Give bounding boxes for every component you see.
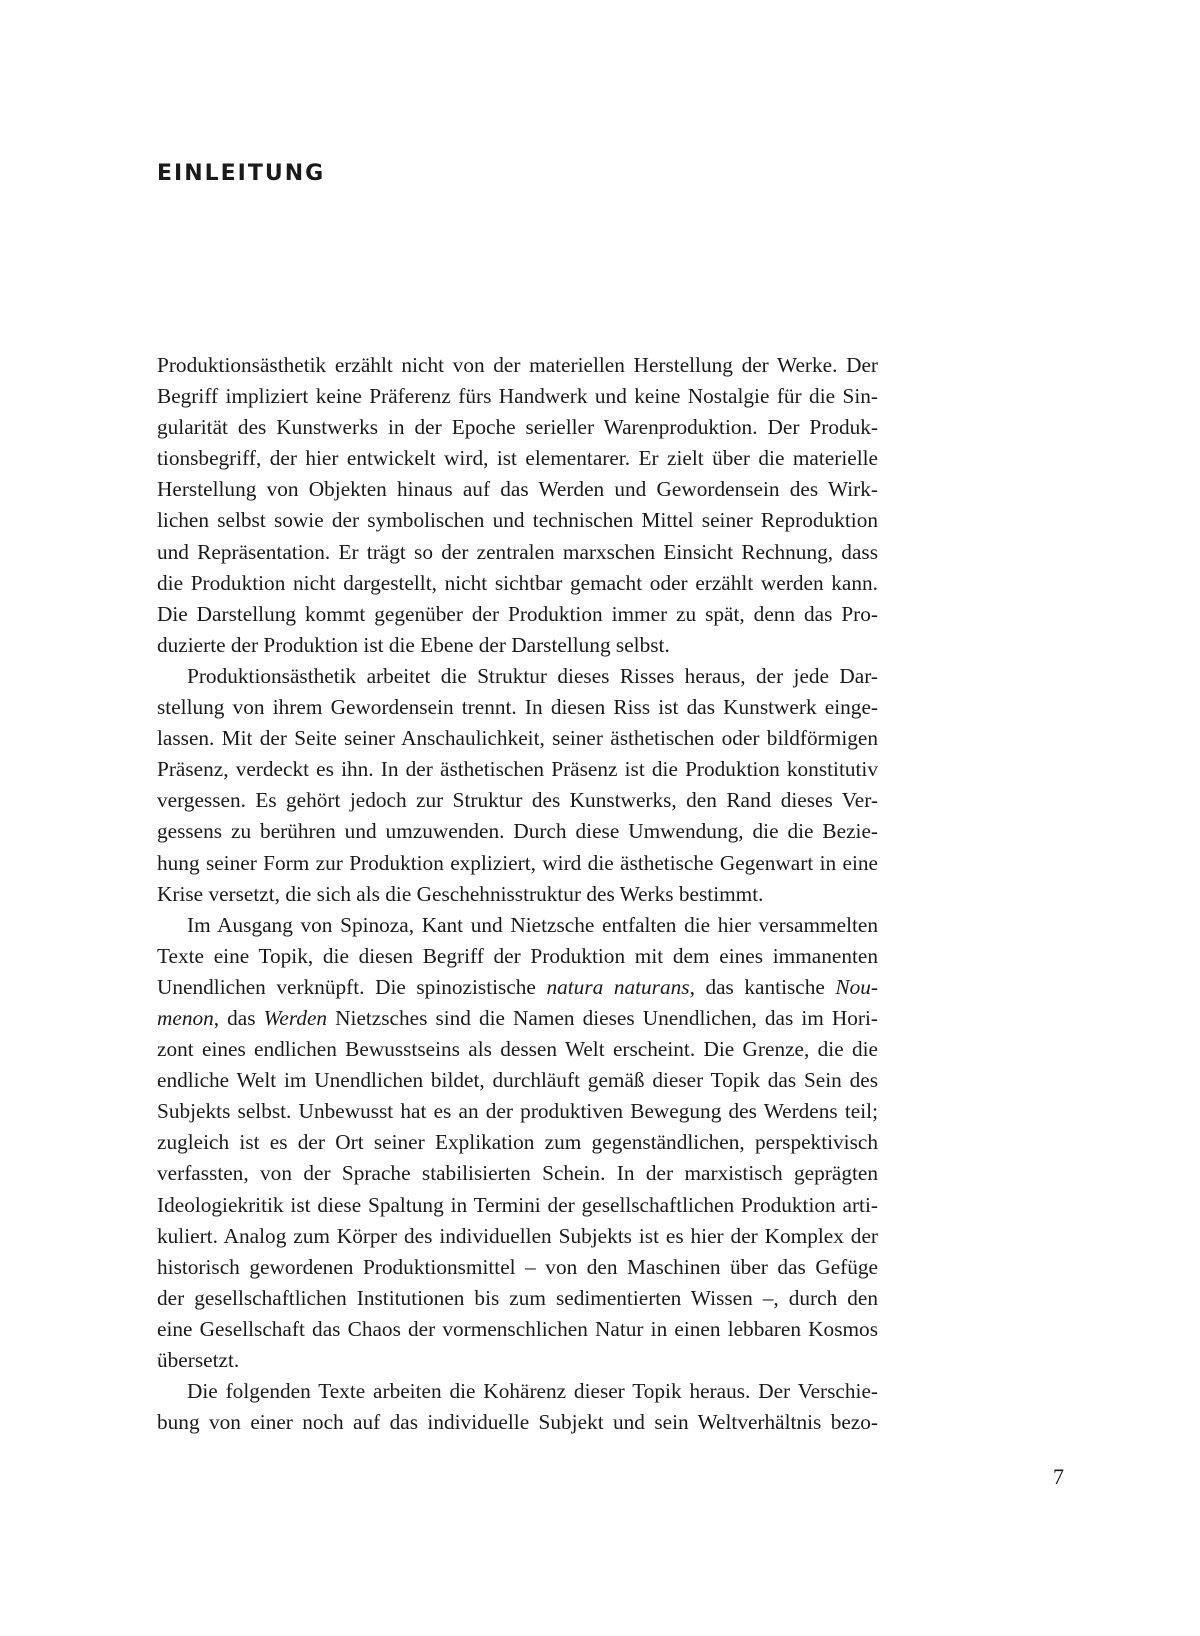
text-line: verfassten, von der Sprache stabilisierten Schein. In der marxistisch geprägten [157, 1161, 878, 1186]
text-line: Präsenz, verdeckt es ihn. In der ästhetischen Präsenz ist die Produktion konstitutiv [157, 757, 878, 782]
text-line: Produktionsästhetik erzählt nicht von der materiellen Herstellung der Werke. Der [157, 353, 878, 377]
chapter-heading: EINLEITUNG [157, 161, 326, 186]
text-line: Subjekts selbst. Unbewusst hat es an der produktiven Bewegung des Werdens teil; [157, 1099, 878, 1124]
text-line: gessens zu berühren und umzuwenden. Durch diese Umwendung, die die Bezie- [157, 819, 878, 844]
text-line: menon, das Werden Nietzsches sind die Namen dieses Unendlichen, das im Hori- [157, 1005, 878, 1030]
text-line: Im Ausgang von Spinoza, Kant und Nietzsche entfalten die hier versammelten [187, 912, 878, 937]
text-line: Unendlichen verknüpft. Die spinozistische natura naturans, das kantische Nou- [157, 974, 878, 999]
paragraph-1 [157, 350, 878, 661]
text-line: tionsbegriff, der hier entwickelt wird, ist elementarer. Er zielt über die materielle [157, 446, 878, 471]
text-line: Herstellung von Objekten hinaus auf das Werden und Gewordensein des Wirk- [157, 477, 878, 502]
text-line: endliche Welt im Unendlichen bildet, durchläuft gemäß dieser Topik das Sein des [157, 1068, 878, 1093]
text-line: eine Gesellschaft das Chaos der vormenschlichen Natur in einen lebbaren Kosmos [157, 1316, 878, 1341]
paragraph-4 [157, 1376, 878, 1438]
text-line: Krise versetzt, die sich als die Geschehnisstruktur des Werks bestimmt. [157, 881, 764, 906]
body-text [157, 350, 878, 1438]
text-line: Die folgenden Texte arbeiten die Kohärenz dieser Topik heraus. Der Verschie- [187, 1379, 878, 1404]
text-line: Produktionsästhetik arbeitet die Struktur dieses Risses heraus, der jede Dar- [187, 663, 878, 688]
text-line: historisch gewordenen Produktionsmittel – von den Maschinen über das Gefüge [157, 1254, 878, 1279]
text-line: und Repräsentation. Er trägt so der zentralen marxschen Einsicht Rechnung, dass [157, 539, 878, 564]
text-line: die Produktion nicht dargestellt, nicht sichtbar gemacht oder erzählt werden kann. [157, 570, 878, 595]
paragraph-2 [157, 661, 878, 910]
text-line: kuliert. Analog zum Körper des individuellen Subjekts ist es hier der Komplex der [157, 1223, 878, 1248]
text-line: Begriff impliziert keine Präferenz fürs Handwerk und keine Nostalgie für die Sin- [157, 384, 878, 409]
text-line: zont eines endlichen Bewusstseins als dessen Welt erscheint. Die Grenze, die die [157, 1037, 878, 1062]
text-line: vergessen. Es gehört jedoch zur Struktur des Kunstwerks, den Rand dieses Ver- [157, 788, 878, 813]
text-line: Ideologiekritik ist diese Spaltung in Termini der gesellschaftlichen Produktion arti- [157, 1192, 878, 1217]
text-line: lichen selbst sowie der symbolischen und technischen Mittel seiner Reproduktion [157, 508, 878, 533]
text-line: duzierte der Produktion ist die Ebene der Darstellung selbst. [157, 632, 670, 657]
text-line: bung von einer noch auf das individuelle Subjekt und sein Weltverhältnis bezo- [157, 1410, 878, 1435]
text-line: hung seiner Form zur Produktion expliziert, wird die ästhetische Gegenwart in eine [157, 850, 878, 875]
text-line: Texte eine Topik, die diesen Begriff der Produktion mit dem eines immanenten [157, 943, 878, 968]
text-line: übersetzt. [157, 1348, 240, 1372]
text-line: zugleich ist es der Ort seiner Explikation zum gegenständlichen, perspektivisch [157, 1130, 878, 1155]
page-number: 7 [1053, 1464, 1064, 1489]
text-line: Die Darstellung kommt gegenüber der Produktion immer zu spät, denn das Pro- [157, 601, 878, 626]
text-line: lassen. Mit der Seite seiner Anschaulichkeit, seiner ästhetischen oder bildförmigen [157, 726, 878, 751]
text-line: der gesellschaftlichen Institutionen bis zum sedimentierten Wissen –, durch den [157, 1285, 878, 1310]
text-line: gularität des Kunstwerks in der Epoche serieller Warenproduktion. Der Produk- [157, 415, 878, 440]
text-line: stellung von ihrem Gewordensein trennt. In diesen Riss ist das Kunstwerk einge- [157, 695, 878, 720]
paragraph-3 [157, 910, 878, 1376]
